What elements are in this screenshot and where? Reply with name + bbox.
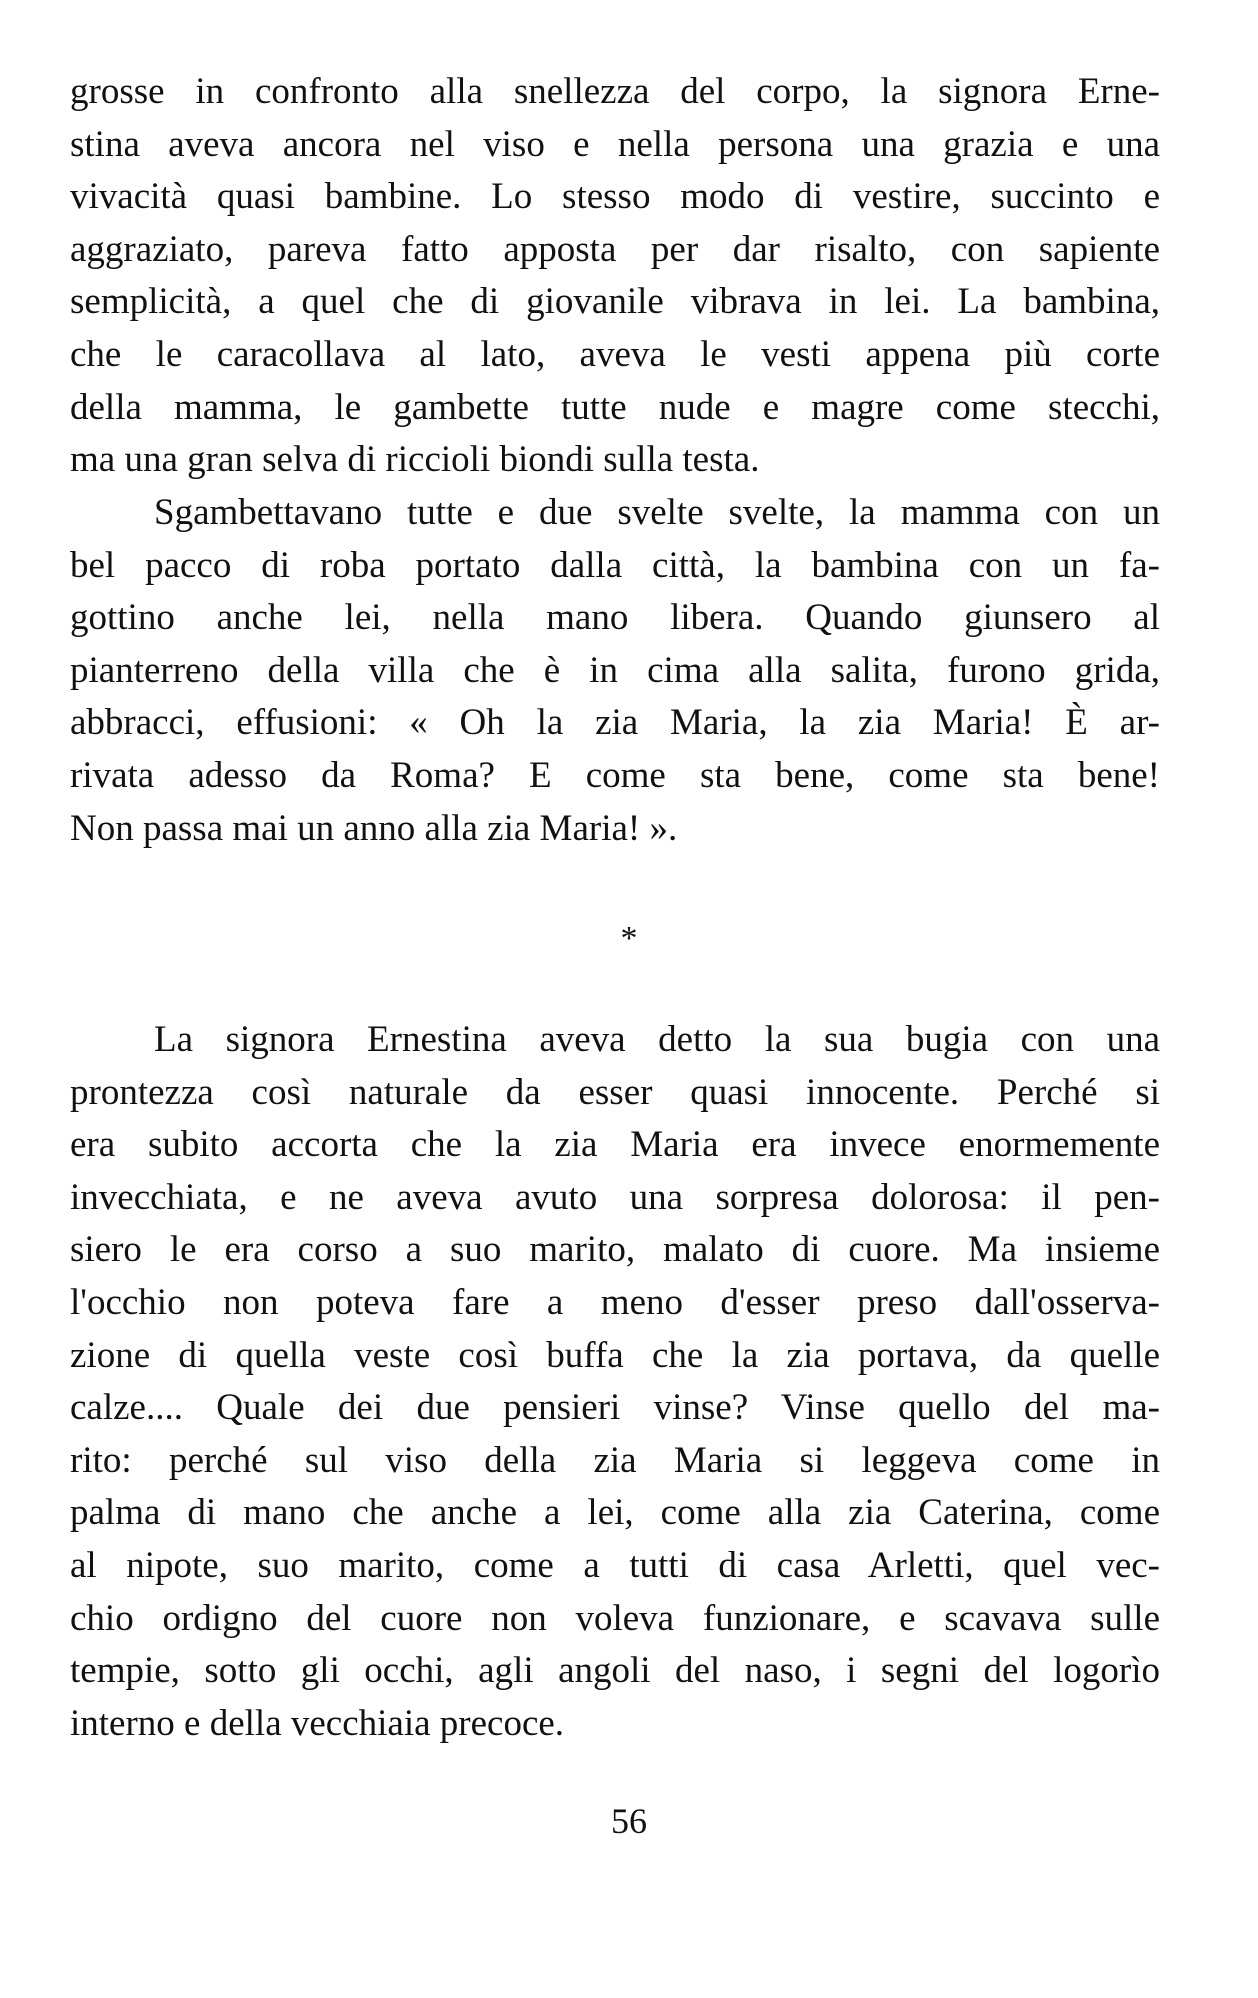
text-line: La signora Ernestina aveva detto la sua bugia con una [154,1019,1160,1060]
text-line: chio ordigno del cuore non voleva funzionare, e scavava sulle [70,1597,1160,1639]
section-break-asterisk: * [620,920,638,957]
paragraph-2 [70,487,1160,855]
text-line: interno e della vecchiaia precoce. [70,1702,565,1744]
text-line: l'occhio non poteva fare a meno d'esser preso dall'osserva- [70,1281,1160,1323]
text-line: Non passa mai un anno alla zia Maria! ». [70,807,678,849]
text-line: al nipote, suo marito, come a tutti di casa Arletti, quel vec- [70,1544,1160,1586]
text-line: era subito accorta che la zia Maria era invece enormemente [70,1124,1160,1166]
paragraph-1 [70,66,1160,487]
text-line: prontezza così naturale da esser quasi innocente. Perché si [70,1071,1160,1113]
text-line: siero le era corso a suo marito, malato di cuore. Ma insieme [70,1229,1160,1271]
text-line: abbracci, effusioni: « Oh la zia Maria, la zia Maria! È ar- [70,702,1160,744]
text-line: invecchiata, e ne aveva avuto una sorpresa dolorosa: il pen- [70,1176,1160,1218]
paragraph-3 [70,1014,1160,1750]
text-line: rivata adesso da Roma? E come sta bene, come sta bene! [70,754,1160,796]
text-line: ma una gran selva di riccioli biondi sulla testa. [70,439,760,481]
text-line: pianterreno della villa che è in cima alla salita, furono grida, [70,649,1160,691]
text-line: gottino anche lei, nella mano libera. Quando giunsero al [70,597,1160,639]
text-line: palma di mano che anche a lei, come alla zia Caterina, come [70,1492,1160,1534]
text-line: tempie, sotto gli occhi, agli angoli del naso, i segni del logorìo [70,1650,1160,1692]
text-line: della mamma, le gambette tutte nude e magre come stecchi, [70,386,1160,428]
text-line: rito: perché sul viso della zia Maria si leggeva come in [70,1439,1160,1481]
text-line: calze.... Quale dei due pensieri vinse? Vinse quello del ma- [70,1387,1160,1429]
text-line: grosse in confronto alla snellezza del corpo, la signora Erne- [70,71,1160,112]
text-line: aggraziato, pareva fatto apposta per dar risalto, con sapiente [70,228,1160,270]
text-line: zione di quella veste così buffa che la zia portava, da quelle [70,1334,1160,1376]
text-line: vivacità quasi bambine. Lo stesso modo di vestire, succinto e [70,176,1160,218]
page-number: 56 [611,1801,647,1841]
text-line: stina aveva ancora nel viso e nella persona una grazia e una [70,123,1160,165]
text-line: che le caracollava al lato, aveva le vesti appena più corte [70,333,1160,375]
text-line: Sgambettavano tutte e due svelte svelte, la mamma con un [154,492,1160,533]
text-line: semplicità, a quel che di giovanile vibrava in lei. La bambina, [70,281,1160,323]
text-line: bel pacco di roba portato dalla città, la bambina con un fa- [70,544,1160,586]
